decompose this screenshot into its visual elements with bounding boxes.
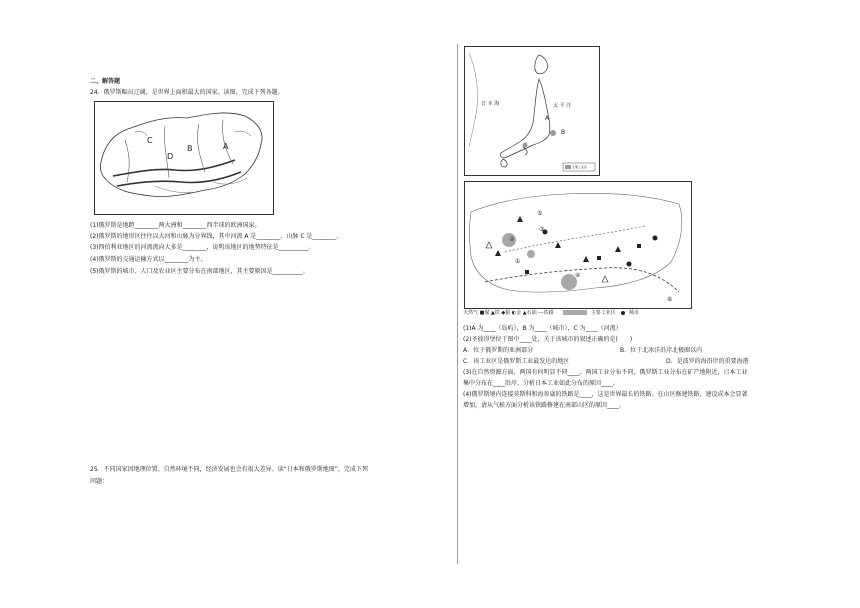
legend-industry: 主要工业区: [590, 310, 616, 316]
industrial-zone-marker: [550, 130, 556, 136]
q25-item-1: (1)A 为____（岛屿），B 为____（城市），C 为____（河流）: [463, 325, 622, 332]
japan-map-svg: [465, 47, 599, 175]
q24-item-2: (2)俄罗斯的地形区往往以大河和山脉为分界线，其中河流 A 是________，山脉 C 是________。: [90, 233, 343, 240]
russia-resources-map: [464, 181, 692, 309]
industrial-zone-marker: [523, 143, 528, 148]
legend-industry-swatch: [563, 310, 587, 315]
q24-intro: 24．俄罗斯幅员辽阔，是世界上面积最大的国家。读图，完成下列各题。: [90, 89, 284, 96]
japan-map: [464, 46, 600, 176]
q24-item-4: (4)俄罗斯的交通运输方式以________为主。: [90, 256, 207, 263]
q25-line-2: 问题：: [90, 478, 109, 485]
q25-option-b: B．位于北冰洋沿岸北极圈以内: [620, 347, 703, 354]
section-title: 二、解答题: [90, 78, 121, 85]
q25-item-4-line-2: 增加，请从气候方面分析该铁路修建在南部山区的原因____。: [463, 402, 626, 409]
pacific-ocean-label: 太 平 洋: [553, 103, 572, 109]
q25-item-2: (2)圣彼得堡位于图中____处，关于该城市的叙述正确的是( ): [463, 336, 633, 343]
japan-label-b: B: [561, 129, 566, 136]
russia-map-legend: [463, 309, 639, 318]
column-divider: [457, 44, 458, 564]
q24-item-1: (1)俄罗斯是地跨________两大洲和________西半球的欧洲国家。: [90, 222, 261, 229]
q24-item-5: (5)俄罗斯的城市、人口及农业区主要分布在南部地区，其主要原因是__________。: [90, 268, 309, 275]
q25-option-d: D．是波罗的海沿岸的重要海港: [666, 358, 749, 365]
map-label-b: B: [187, 144, 193, 153]
map-label-d: D: [167, 152, 174, 161]
japan-label-a: A: [545, 115, 550, 122]
russia-marker-6: ⑥: [667, 296, 673, 303]
q25-item-4-line-1: (4)俄罗斯境内连接莫斯科和海参崴的铁路是____，这是世界最长的铁路。在山区修建铁路，建设成本会显著: [463, 391, 748, 398]
japan-legend-text: 主要工业区: [572, 165, 588, 169]
q25-line-1: 25．不同国家因地理位置、自然环境不同，经济发展也会有很大差异。读“日本和俄罗斯地图”，完成下列: [90, 466, 368, 473]
q24-item-3: (3)西伯利亚地区的河流流向大多是________，说明该地区的地势特征是__________。: [90, 244, 315, 251]
legend-city-swatch: [621, 311, 625, 315]
russia-marker-5: ⑤: [537, 210, 543, 217]
map-label-c: C: [147, 136, 153, 145]
russia-outline-svg: [95, 102, 273, 214]
sea-of-japan-label: 日 本 海: [481, 101, 500, 107]
railway-line: [485, 268, 679, 292]
legend-resources: 天然气 ■煤 ▲铁 ◆铜 ◐金 ▲石油 ---铁路: [463, 310, 554, 316]
russia-marker-4: ④: [575, 272, 581, 279]
industrial-zone-urals: [527, 250, 535, 258]
russia-marker-1: ①: [515, 258, 521, 265]
q25-option-c: C．该工业区是俄罗斯工业最发达的地区: [463, 358, 570, 365]
q25-option-a: A．位于俄罗斯的亚洲部分: [463, 347, 534, 354]
q25-item-3-line-1: (3)在自然资源方面，两国有何明显不同____。两国工业分布不同，俄罗斯工业分布在矿产地附近，日本工业: [463, 369, 748, 376]
russia-marker-3: ③: [539, 226, 545, 233]
russia-resources-svg: [465, 182, 691, 308]
legend-city: 城市: [628, 310, 639, 316]
russia-marker-2: ②: [509, 236, 515, 243]
russia-outline-map: [94, 101, 274, 215]
q25-item-3-line-2: 集中分布在____沿岸，分析日本工业如此分布的原因____。: [463, 380, 620, 387]
map-label-a: A: [223, 142, 229, 151]
